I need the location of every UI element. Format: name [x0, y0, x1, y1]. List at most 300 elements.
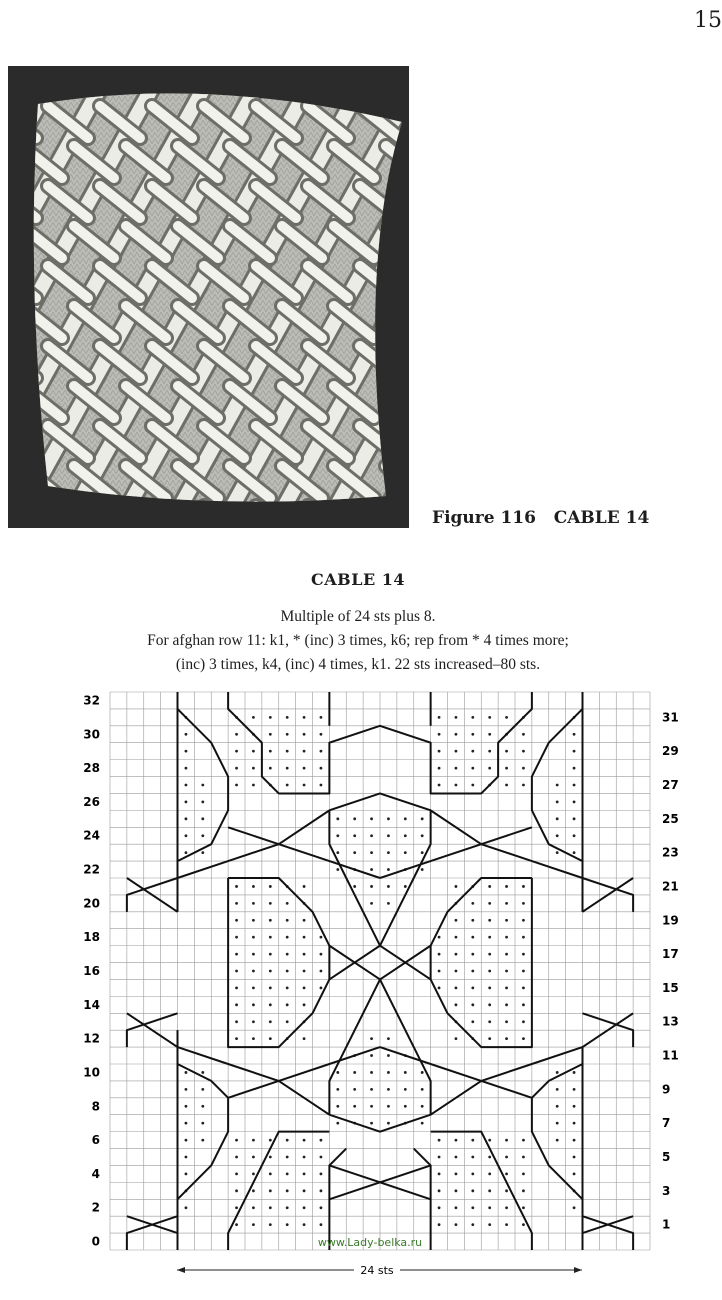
purl-dot [573, 1156, 576, 1159]
purl-dot [235, 953, 238, 956]
purl-dot [201, 817, 204, 820]
purl-dot [252, 750, 255, 753]
purl-dot [235, 1003, 238, 1006]
purl-dot [455, 885, 458, 888]
row-label-left: 32 [83, 693, 100, 708]
pattern-title: CABLE 14 [311, 570, 405, 589]
purl-dot [269, 970, 272, 973]
purl-dot [488, 1189, 491, 1192]
cable-swatch-illustration [8, 66, 409, 528]
purl-dot [370, 1088, 373, 1091]
swatch-cross-shadow [438, 386, 478, 418]
purl-dot [471, 1189, 474, 1192]
purl-dot [303, 1156, 306, 1159]
purl-dot [471, 919, 474, 922]
purl-dot [286, 1206, 289, 1209]
purl-dot [522, 987, 525, 990]
purl-dot [438, 1156, 441, 1159]
purl-dot [286, 970, 289, 973]
purl-dot [488, 936, 491, 939]
swatch-cross [412, 186, 452, 218]
swatch-cross-shadow [386, 306, 426, 338]
row-label-right: 15 [662, 980, 679, 995]
purl-dot [185, 834, 188, 837]
row-label-right: 25 [662, 811, 679, 826]
purl-dot [185, 1071, 188, 1074]
purl-dot [303, 784, 306, 787]
purl-dot [303, 1189, 306, 1192]
purl-dot [353, 1105, 356, 1108]
purl-dot [252, 902, 255, 905]
cable-chart [0, 680, 716, 1290]
purl-dot [387, 851, 390, 854]
purl-dot [488, 716, 491, 719]
purl-dot [387, 1037, 390, 1040]
purl-dot [488, 902, 491, 905]
purl-dot [522, 970, 525, 973]
purl-dot [404, 834, 407, 837]
purl-dot [235, 1020, 238, 1023]
purl-dot [303, 919, 306, 922]
swatch-cable-shadow [0, 66, 8, 536]
purl-dot [556, 817, 559, 820]
purl-dot [269, 919, 272, 922]
purl-dot [522, 1223, 525, 1226]
swatch-cross-shadow [204, 506, 244, 538]
purl-dot [438, 733, 441, 736]
purl-dot [522, 1003, 525, 1006]
purl-dot [438, 970, 441, 973]
purl-dot [471, 1156, 474, 1159]
purl-dot [522, 1037, 525, 1040]
purl-dot [455, 733, 458, 736]
purl-dot [522, 750, 525, 753]
purl-dot [370, 885, 373, 888]
purl-dot [438, 716, 441, 719]
purl-dot [505, 1156, 508, 1159]
purl-dot [471, 1206, 474, 1209]
purl-dot [336, 1122, 339, 1125]
purl-dot [556, 784, 559, 787]
purl-dot [522, 1139, 525, 1142]
swatch-cross-shadow [0, 106, 36, 138]
purl-dot [235, 1139, 238, 1142]
purl-dot [488, 970, 491, 973]
purl-dot [185, 1088, 188, 1091]
purl-dot [252, 1189, 255, 1192]
row-label-left: 22 [83, 862, 100, 877]
purl-dot [303, 970, 306, 973]
purl-dot [505, 767, 508, 770]
purl-dot [353, 817, 356, 820]
purl-dot [505, 1173, 508, 1176]
purl-dot [303, 767, 306, 770]
purl-dot [573, 1206, 576, 1209]
purl-dot [387, 868, 390, 871]
purl-dot [185, 1173, 188, 1176]
purl-dot [573, 1088, 576, 1091]
purl-dot [370, 817, 373, 820]
swatch-cross [308, 506, 348, 538]
purl-dot [235, 1156, 238, 1159]
purl-dot [505, 716, 508, 719]
purl-dot [269, 885, 272, 888]
purl-dot [471, 784, 474, 787]
purl-dot [505, 1037, 508, 1040]
purl-dot [438, 1223, 441, 1226]
purl-dot [252, 1139, 255, 1142]
purl-dot [320, 1173, 323, 1176]
purl-dot [455, 1223, 458, 1226]
purl-dot [522, 919, 525, 922]
purl-dot [471, 1139, 474, 1142]
purl-dot [252, 784, 255, 787]
row-label-right: 31 [662, 710, 679, 725]
purl-dot [421, 868, 424, 871]
purl-dot [387, 1105, 390, 1108]
row-label-right: 29 [662, 744, 679, 759]
purl-dot [320, 733, 323, 736]
purl-dot [573, 784, 576, 787]
row-label-left: 8 [91, 1099, 100, 1114]
purl-dot [252, 1003, 255, 1006]
purl-dot [505, 1206, 508, 1209]
purl-dot [320, 716, 323, 719]
row-label-left: 18 [83, 930, 100, 945]
purl-dot [471, 767, 474, 770]
purl-dot [404, 885, 407, 888]
purl-dot [455, 767, 458, 770]
purl-dot [303, 1003, 306, 1006]
purl-dot [404, 1105, 407, 1108]
purl-dot [286, 1189, 289, 1192]
purl-dot [303, 1037, 306, 1040]
purl-dot [404, 851, 407, 854]
swatch-cross-shadow [308, 506, 348, 538]
purl-dot [522, 784, 525, 787]
row-label-left: 10 [83, 1065, 100, 1080]
purl-dot [235, 1173, 238, 1176]
swatch-cross-shadow [438, 146, 478, 178]
swatch-cross-shadow [256, 506, 296, 538]
purl-dot [556, 834, 559, 837]
figure-caption: Figure 116 CABLE 14 [432, 508, 650, 528]
purl-dot [269, 1189, 272, 1192]
swatch-cross [360, 506, 400, 538]
purl-dot [438, 750, 441, 753]
purl-dot [505, 970, 508, 973]
swatch-cross-shadow [360, 506, 400, 538]
purl-dot [438, 767, 441, 770]
purl-dot [455, 987, 458, 990]
row-label-right: 9 [662, 1082, 671, 1097]
purl-dot [471, 716, 474, 719]
purl-dot [185, 1206, 188, 1209]
purl-dot [286, 919, 289, 922]
row-label-left: 26 [83, 794, 100, 809]
swatch-cable [580, 66, 722, 536]
swatch-cross [0, 106, 36, 138]
purl-dot [353, 834, 356, 837]
purl-dot [522, 733, 525, 736]
purl-dot [235, 919, 238, 922]
purl-dot [505, 1003, 508, 1006]
purl-dot [556, 1122, 559, 1125]
purl-dot [573, 1071, 576, 1074]
purl-dot [252, 1206, 255, 1209]
afghan-instruction-line-2: (inc) 3 times, k4, (inc) 4 times, k1. 22 sts increased–80 sts. [175, 656, 541, 673]
purl-dot [252, 716, 255, 719]
swatch-cross-shadow [0, 346, 36, 378]
purl-dot [488, 767, 491, 770]
purl-dot [455, 784, 458, 787]
purl-dot [201, 851, 204, 854]
purl-dot [185, 801, 188, 804]
purl-dot [455, 1189, 458, 1192]
purl-dot [556, 851, 559, 854]
row-label-left: 14 [83, 997, 100, 1012]
purl-dot [269, 936, 272, 939]
purl-dot [404, 1088, 407, 1091]
purl-dot [252, 1156, 255, 1159]
purl-dot [269, 1173, 272, 1176]
purl-dot [421, 851, 424, 854]
purl-dot [252, 767, 255, 770]
swatch-cross [412, 266, 452, 298]
swatch-cross [0, 506, 36, 538]
purl-dot [235, 1206, 238, 1209]
purl-dot [235, 733, 238, 736]
purl-dot [336, 1071, 339, 1074]
swatch-cable [632, 66, 722, 536]
purl-dot [455, 750, 458, 753]
afghan-instruction-line-1: For afghan row 11: k1, * (inc) 3 times, k6; rep from * 4 times more; [147, 632, 569, 649]
purl-dot [201, 1071, 204, 1074]
purl-dot [455, 1037, 458, 1040]
swatch-cable [424, 66, 684, 536]
purl-dot [320, 1189, 323, 1192]
swatch-cross [386, 306, 426, 338]
swatch-cross [412, 346, 452, 378]
row-label-left: 4 [91, 1166, 100, 1181]
swatch-cross-shadow [438, 226, 478, 258]
purl-dot [471, 902, 474, 905]
purl-dot [573, 801, 576, 804]
repeat-label: 24 sts [360, 1264, 394, 1277]
purl-dot [573, 1105, 576, 1108]
purl-dot [505, 1223, 508, 1226]
purl-dot [387, 1071, 390, 1074]
purl-dot [505, 987, 508, 990]
purl-dot [387, 817, 390, 820]
swatch-cable-shadow [684, 66, 722, 536]
swatch-cross [204, 506, 244, 538]
swatch-cross-shadow [386, 466, 426, 498]
purl-dot [185, 767, 188, 770]
swatch-cross [438, 306, 478, 338]
purl-dot [505, 919, 508, 922]
purl-dot [505, 902, 508, 905]
purl-dot [556, 1105, 559, 1108]
purl-dot [269, 767, 272, 770]
row-label-right: 13 [662, 1014, 679, 1029]
purl-dot [488, 1206, 491, 1209]
purl-dot [303, 733, 306, 736]
purl-dot [286, 1003, 289, 1006]
purl-dot [269, 953, 272, 956]
purl-dot [573, 1122, 576, 1125]
purl-dot [235, 784, 238, 787]
swatch-cross [386, 386, 426, 418]
swatch-cross [0, 186, 36, 218]
swatch-cable-shadow [372, 66, 632, 536]
purl-dot [269, 902, 272, 905]
purl-dot [370, 1054, 373, 1057]
purl-dot [235, 885, 238, 888]
row-label-right: 3 [662, 1183, 671, 1198]
purl-dot [522, 1020, 525, 1023]
purl-dot [438, 1189, 441, 1192]
purl-dot [235, 1189, 238, 1192]
purl-dot [269, 1156, 272, 1159]
purl-dot [573, 817, 576, 820]
purl-dot [387, 902, 390, 905]
purl-dot [522, 1173, 525, 1176]
purl-dot [185, 851, 188, 854]
purl-dot [488, 1223, 491, 1226]
purl-dot [252, 936, 255, 939]
purl-dot [505, 1139, 508, 1142]
purl-dot [573, 834, 576, 837]
purl-dot [201, 1088, 204, 1091]
swatch-cross [438, 146, 478, 178]
row-label-left: 28 [83, 761, 100, 776]
purl-dot [185, 733, 188, 736]
purl-dot [488, 953, 491, 956]
row-label-right: 17 [662, 947, 679, 962]
purl-dot [438, 987, 441, 990]
purl-dot [370, 1037, 373, 1040]
purl-dot [303, 750, 306, 753]
swatch-cross-shadow [0, 426, 36, 458]
purl-dot [488, 987, 491, 990]
purl-dot [387, 1088, 390, 1091]
purl-dot [488, 1139, 491, 1142]
purl-dot [471, 936, 474, 939]
purl-dot [370, 868, 373, 871]
purl-dot [235, 987, 238, 990]
purl-dot [370, 851, 373, 854]
purl-dot [455, 1003, 458, 1006]
purl-dot [235, 970, 238, 973]
purl-dot [522, 885, 525, 888]
purl-dot [438, 1173, 441, 1176]
row-label-left: 2 [91, 1200, 100, 1215]
purl-dot [387, 1054, 390, 1057]
row-label-left: 30 [83, 727, 100, 742]
swatch-cross [0, 346, 36, 378]
purl-dot [201, 1105, 204, 1108]
row-label-right: 7 [662, 1116, 671, 1131]
purl-dot [573, 733, 576, 736]
purl-dot [573, 767, 576, 770]
swatch-cable [476, 66, 722, 536]
purl-dot [336, 1105, 339, 1108]
purl-dot [471, 1173, 474, 1176]
purl-dot [201, 801, 204, 804]
purl-dot [421, 817, 424, 820]
purl-dot [522, 1189, 525, 1192]
swatch-cross [0, 266, 36, 298]
row-label-right: 23 [662, 845, 679, 860]
swatch-cable [372, 66, 632, 536]
purl-dot [320, 970, 323, 973]
purl-dot [185, 1105, 188, 1108]
chart-grid [110, 692, 650, 1250]
purl-dot [438, 784, 441, 787]
purl-dot [370, 1122, 373, 1125]
purl-dot [505, 936, 508, 939]
purl-dot [320, 936, 323, 939]
purl-dot [421, 1071, 424, 1074]
purl-dot [438, 936, 441, 939]
purl-dot [320, 1139, 323, 1142]
swatch-cross [386, 226, 426, 258]
purl-dot [421, 1105, 424, 1108]
purl-dot [556, 1139, 559, 1142]
purl-dot [185, 1122, 188, 1125]
purl-dot [201, 834, 204, 837]
purl-dot [269, 733, 272, 736]
purl-dot [185, 750, 188, 753]
purl-dot [269, 1003, 272, 1006]
row-label-left: 16 [83, 964, 100, 978]
purl-dot [235, 902, 238, 905]
purl-dot [286, 1139, 289, 1142]
purl-dot [286, 784, 289, 787]
purl-dot [303, 716, 306, 719]
swatch-cross [386, 466, 426, 498]
purl-dot [404, 817, 407, 820]
purl-dot [269, 987, 272, 990]
row-label-left: 20 [83, 896, 100, 911]
purl-dot [488, 733, 491, 736]
swatch-cross-shadow [0, 186, 36, 218]
purl-dot [488, 1020, 491, 1023]
purl-dot [303, 936, 306, 939]
row-label-right: 19 [662, 913, 679, 928]
knitted-swatch-photo [8, 66, 409, 528]
purl-dot [573, 750, 576, 753]
row-label-right: 1 [662, 1217, 671, 1232]
row-label-left: 0 [91, 1234, 100, 1249]
purl-dot [320, 953, 323, 956]
swatch-cross-shadow [152, 506, 192, 538]
purl-dot [505, 885, 508, 888]
swatch-cross [100, 506, 140, 538]
purl-dot [252, 885, 255, 888]
purl-dot [303, 1223, 306, 1226]
purl-dot [303, 1139, 306, 1142]
swatch-cross-shadow [100, 506, 140, 538]
swatch-cable-shadow [476, 66, 722, 536]
purl-dot [185, 784, 188, 787]
purl-dot [320, 767, 323, 770]
purl-dot [522, 1206, 525, 1209]
swatch-cross-shadow [438, 306, 478, 338]
row-label-right: 11 [662, 1048, 679, 1063]
purl-dot [488, 885, 491, 888]
